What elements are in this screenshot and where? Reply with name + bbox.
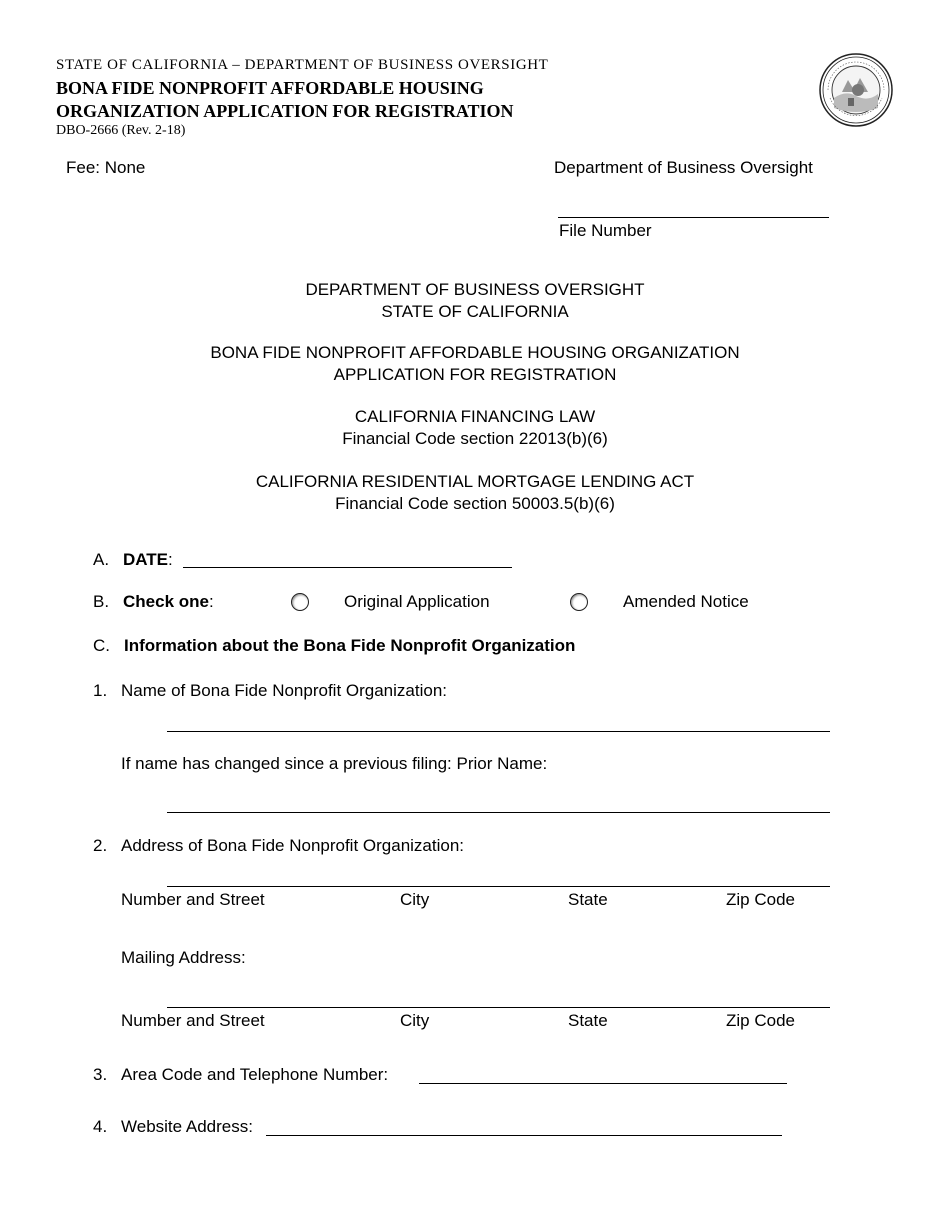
date-label xyxy=(123,550,173,570)
file-number-label: File Number xyxy=(559,221,652,240)
form-title-line2: ORGANIZATION APPLICATION FOR REGISTRATION xyxy=(56,101,514,121)
telephone-field[interactable] xyxy=(419,1083,787,1084)
center-heading-law2 xyxy=(0,471,950,515)
form-number: DBO-2666 (Rev. 2-18) xyxy=(56,123,186,138)
address-city-caption: City xyxy=(400,890,430,909)
mailing-address-field[interactable] xyxy=(167,1007,830,1008)
website-field[interactable] xyxy=(266,1135,782,1136)
org-name-label: Name of Bona Fide Nonprofit Organization: xyxy=(121,681,448,700)
center-heading-dept xyxy=(0,279,950,323)
item-1-number: 1. xyxy=(93,681,108,700)
amended-notice-radio[interactable] xyxy=(570,593,588,611)
item-2-number: 2. xyxy=(93,836,108,855)
law1-title: CALIFORNIA FINANCING LAW xyxy=(354,407,596,426)
org-heading-line1: BONA FIDE NONPROFIT AFFORDABLE HOUSING ORGANIZATION xyxy=(210,343,740,362)
mailing-zip-caption: Zip Code xyxy=(726,1011,795,1030)
org-heading-line2: APPLICATION FOR REGISTRATION xyxy=(333,365,617,384)
file-number-line[interactable] xyxy=(558,217,829,218)
date-label-text: DATE xyxy=(123,550,169,569)
address-label: Address of Bona Fide Nonprofit Organization: xyxy=(121,836,465,855)
check-one-label xyxy=(123,592,214,612)
address-street-caption: Number and Street xyxy=(121,890,265,909)
form-title-line1: BONA FIDE NONPROFIT AFFORDABLE HOUSING xyxy=(56,78,484,98)
law2-title: CALIFORNIA RESIDENTIAL MORTGAGE LENDING ACT xyxy=(255,472,695,491)
original-application-radio[interactable] xyxy=(291,593,309,611)
org-name-field[interactable] xyxy=(167,731,830,732)
check-one-colon: : xyxy=(208,592,214,611)
website-label: Website Address: xyxy=(121,1117,253,1136)
section-c-heading: Information about the Bona Fide Nonprofit Organization xyxy=(124,636,576,655)
section-a-letter: A. xyxy=(93,550,110,569)
mailing-street-caption: Number and Street xyxy=(121,1011,265,1030)
telephone-label: Area Code and Telephone Number: xyxy=(121,1065,389,1084)
item-4-number: 4. xyxy=(93,1117,108,1136)
state-seal-icon xyxy=(818,52,894,128)
law2-code: Financial Code section 50003.5(b)(6) xyxy=(335,494,615,513)
date-field[interactable] xyxy=(183,567,512,568)
dept-heading: DEPARTMENT OF BUSINESS OVERSIGHT xyxy=(305,280,645,299)
address-field[interactable] xyxy=(167,886,830,887)
center-heading-law1 xyxy=(0,406,950,450)
amended-notice-label: Amended Notice xyxy=(623,592,749,611)
date-label-colon: : xyxy=(168,550,173,569)
address-zip-caption: Zip Code xyxy=(726,890,795,909)
mailing-city-caption: City xyxy=(400,1011,430,1030)
mailing-address-label: Mailing Address: xyxy=(121,948,246,967)
original-application-label: Original Application xyxy=(344,592,490,611)
item-3-number: 3. xyxy=(93,1065,108,1084)
state-heading: STATE OF CALIFORNIA xyxy=(381,302,569,321)
section-b-letter: B. xyxy=(93,592,110,611)
center-heading-org xyxy=(0,342,950,386)
check-one-label-text: Check one xyxy=(123,592,209,611)
law1-code: Financial Code section 22013(b)(6) xyxy=(342,429,608,448)
address-state-caption: State xyxy=(568,890,608,909)
prior-name-label: If name has changed since a previous filing: Prior Name: xyxy=(121,754,548,773)
section-c-letter: C. xyxy=(93,636,110,655)
fee-text: Fee: None xyxy=(66,158,146,177)
prior-name-field[interactable] xyxy=(167,812,830,813)
mailing-state-caption: State xyxy=(568,1011,608,1030)
department-name: Department of Business Oversight xyxy=(554,158,813,177)
form-title xyxy=(56,77,514,123)
agency-header: STATE OF CALIFORNIA – DEPARTMENT OF BUSINESS OVERSIGHT xyxy=(56,57,549,73)
